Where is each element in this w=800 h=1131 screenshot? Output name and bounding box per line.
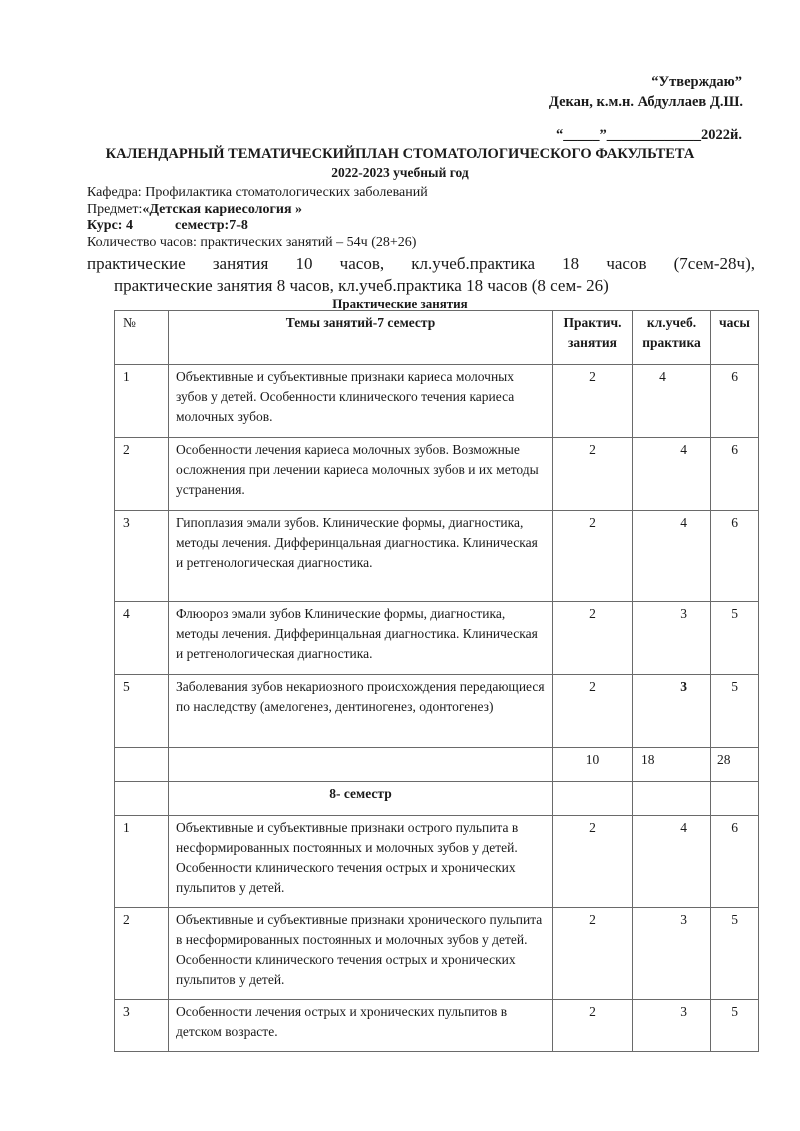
- row-topic: Объективные и субъективные признаки хронического пульпита в несформированных постоянных и молочных зубов у детей. Особенности клинического течения острых и хронических пульпитов у детей.: [169, 908, 553, 1000]
- total-hours: 28: [711, 748, 759, 782]
- row-clinical: 3: [633, 1000, 711, 1052]
- row-num: 4: [115, 602, 169, 675]
- hours-detail-line-1: [87, 254, 755, 274]
- row-num: 3: [115, 1000, 169, 1052]
- table-header-row: [115, 311, 759, 365]
- row-topic: Флюороз эмали зубов Клинические формы, диагностика, методы лечения. Дифферинцальная диагностика. Клиническая и ретгенологическая диагностика.: [169, 602, 553, 675]
- row-hours: 5: [711, 1000, 759, 1052]
- hours-detail-word: 18: [562, 254, 580, 273]
- row-clinical: 4: [633, 511, 711, 602]
- row-hours: 5: [711, 602, 759, 675]
- row-practical: 2: [553, 908, 633, 1000]
- hours-detail-line-2: практические занятия 8 часов, кл.учеб.практика 18 часов (8 сем- 26): [114, 276, 609, 295]
- table-row: [115, 438, 759, 511]
- row-hours: 5: [711, 675, 759, 748]
- row-practical: 2: [553, 1000, 633, 1052]
- row-hours: 5: [711, 908, 759, 1000]
- table-row: [115, 1000, 759, 1052]
- header-num: №: [115, 311, 169, 365]
- hours-detail-word: часов,: [339, 254, 385, 273]
- row-practical: 2: [553, 438, 633, 511]
- row-clinical: 4: [633, 438, 711, 511]
- hours-line: Количество часов: практических занятий – 54ч (28+26): [87, 235, 417, 250]
- semester-8-row: [115, 782, 759, 816]
- row-hours: 6: [711, 816, 759, 908]
- row-num: 1: [115, 816, 169, 908]
- semester-8-label: 8- семестр: [169, 782, 553, 816]
- row-num: 5: [115, 675, 169, 748]
- header-topic: Темы занятий-7 семестр: [169, 311, 553, 365]
- table-row: [115, 365, 759, 438]
- header-practical: [553, 311, 633, 365]
- table-row: [115, 602, 759, 675]
- row-clinical: 3: [633, 602, 711, 675]
- dean-signature-line: Декан, к.м.н. Абдуллаев Д.Ш.: [548, 94, 743, 110]
- subject-line: [87, 202, 302, 218]
- row-topic: Заболевания зубов некариозного происхождения передающиеся по наследству (амелогенез, дентиногенез, одонтогенез): [169, 675, 553, 748]
- row-num: 2: [115, 908, 169, 1000]
- course-line: [87, 218, 248, 234]
- course-value: Курс: 4: [87, 218, 133, 233]
- row-clinical: 3: [633, 675, 711, 748]
- approval-label: “Утверждаю”: [651, 74, 742, 90]
- hours-detail-word: часов: [606, 254, 647, 273]
- header-clinical-line1: кл.учеб.: [646, 315, 697, 330]
- department-value: Профилактика стоматологических заболеваний: [145, 185, 428, 200]
- row-clinical: 4: [633, 365, 711, 438]
- row-num: 2: [115, 438, 169, 511]
- header-practical-line2: занятия: [568, 335, 617, 350]
- table-row: [115, 675, 759, 748]
- row-hours: 6: [711, 438, 759, 511]
- row-clinical: 3: [633, 908, 711, 1000]
- row-practical: 2: [553, 511, 633, 602]
- row-hours: 6: [711, 365, 759, 438]
- hours-detail-word: занятия: [212, 254, 269, 273]
- header-clinical-line2: практика: [642, 335, 701, 350]
- row-topic: Особенности лечения кариеса молочных зубов. Возможные осложнения при лечении кариеса молочных зубов и их методы устранения.: [169, 438, 553, 511]
- table-row: [115, 816, 759, 908]
- row-clinical: 4: [633, 816, 711, 908]
- semester-value: семестр:7-8: [174, 218, 248, 233]
- total-clinical: 18: [633, 748, 711, 782]
- header-practical-line1: Практич.: [563, 315, 622, 330]
- document-title: КАЛЕНДАРНЫЙ ТЕМАТИЧЕСКИЙПЛАН СТОМАТОЛОГИЧЕСКОГО ФАКУЛЬТЕТА: [105, 146, 695, 162]
- academic-year: 2022-2023 учебный год: [331, 165, 469, 180]
- hours-detail-word: 10: [295, 254, 313, 273]
- row-hours: 6: [711, 511, 759, 602]
- row-topic: Объективные и субъективные признаки кариеса молочных зубов у детей. Особенности клинического течения кариеса молочных зубов.: [169, 365, 553, 438]
- total-practical: 10: [553, 748, 633, 782]
- hours-detail-word: (7сем-28ч),: [673, 254, 755, 273]
- table-caption: Практические занятия: [332, 296, 468, 311]
- row-num: 1: [115, 365, 169, 438]
- row-topic: Гипоплазия эмали зубов. Клинические формы, диагностика, методы лечения. Дифферинцальная диагностика. Клиническая и ретгенологическая диагностика.: [169, 511, 553, 602]
- row-topic: Объективные и субъективные признаки острого пульпита в несформированных постоянных и молочных зубов у детей. Особенности клинического течения острых и хронических пульпитов у детей.: [169, 816, 553, 908]
- hours-detail-word: кл.учеб.практика: [411, 254, 535, 273]
- schedule-table: [114, 310, 759, 1052]
- subject-label: Предмет:: [87, 202, 143, 217]
- totals-row: [115, 748, 759, 782]
- department-line: [87, 185, 428, 201]
- hours-detail-word: практические: [87, 254, 186, 273]
- subject-value: «Детская кариесология »: [142, 202, 303, 217]
- department-label: Кафедра:: [87, 185, 146, 200]
- row-practical: 2: [553, 602, 633, 675]
- row-practical: 2: [553, 365, 633, 438]
- approval-date-line: “_____”_____________2022й.: [556, 127, 742, 143]
- header-clinical: [633, 311, 711, 365]
- row-topic: Особенности лечения острых и хронических пульпитов в детском возрасте.: [169, 1000, 553, 1052]
- row-num: 3: [115, 511, 169, 602]
- row-practical: 2: [553, 675, 633, 748]
- header-hours: часы: [711, 311, 759, 365]
- row-practical: 2: [553, 816, 633, 908]
- table-row: [115, 511, 759, 602]
- table-row: [115, 908, 759, 1000]
